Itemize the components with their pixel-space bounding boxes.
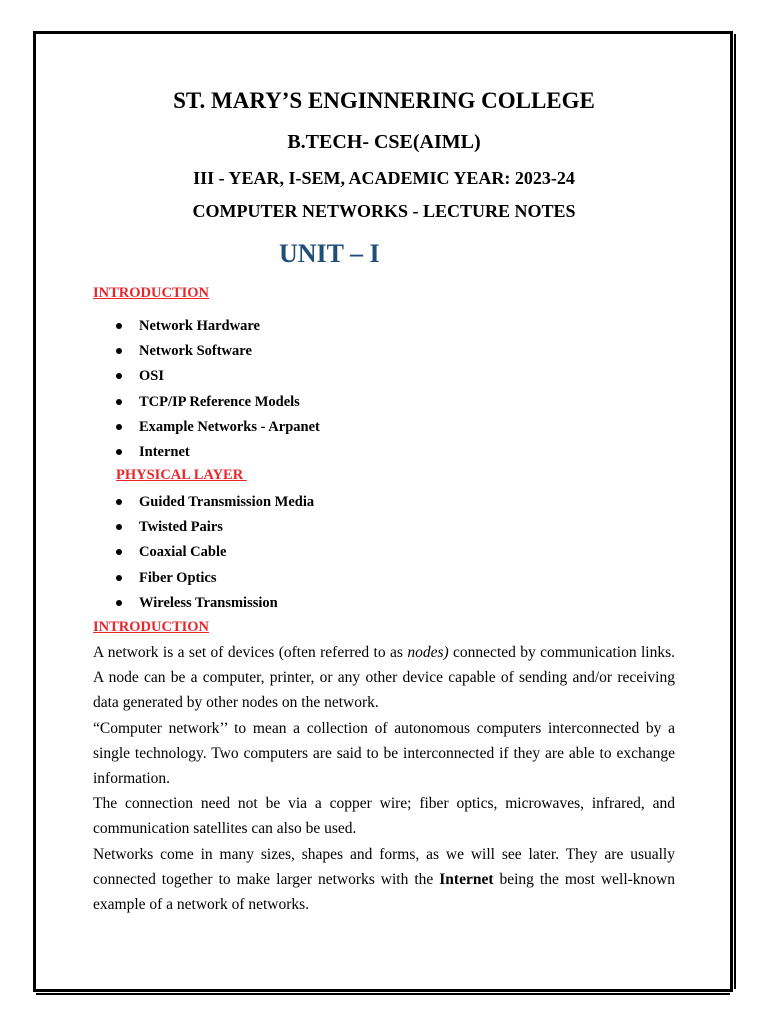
list-item: Wireless Transmission bbox=[116, 594, 314, 619]
paragraph: “Computer network’’ to mean a collection of autonomous computers interconnected by a single technology. Two computers are said to be interconnected if they are able to exchange information. bbox=[93, 719, 675, 788]
paragraph: The connection need not be via a copper wire; fiber optics, microwaves, infrared, and communication satellites can also be used. bbox=[93, 795, 675, 838]
unit-title: UNIT – I bbox=[279, 239, 380, 268]
bullet-icon bbox=[116, 499, 122, 505]
list-item: Network Software bbox=[116, 342, 320, 367]
bullet-icon bbox=[116, 524, 122, 530]
list-item: Network Hardware bbox=[116, 317, 320, 342]
bullet-icon bbox=[116, 348, 122, 354]
list-item: Fiber Optics bbox=[116, 569, 314, 594]
introduction-heading: INTRODUCTION bbox=[93, 285, 210, 301]
list-item: Guided Transmission Media bbox=[116, 493, 314, 518]
paragraph: A network is a set of devices (often referred to as nodes) connected by communication links. A node can be a computer, printer, or any other device capable of sending and/or receiving data generated by other nodes on the network. bbox=[93, 644, 676, 712]
college-title: ST. MARY’S ENGINNERING COLLEGE bbox=[173, 88, 595, 113]
bullet-icon bbox=[116, 600, 122, 606]
physical-layer-topic-list bbox=[116, 493, 314, 619]
program-title: B.TECH- CSE(AIML) bbox=[287, 131, 481, 153]
body-text bbox=[93, 640, 675, 917]
section-heading: INTRODUCTION bbox=[93, 619, 210, 635]
bullet-icon bbox=[116, 549, 122, 555]
bullet-icon bbox=[116, 323, 122, 329]
list-item: Coaxial Cable bbox=[116, 543, 314, 568]
list-item: OSI bbox=[116, 367, 320, 392]
paragraph: Networks come in many sizes, shapes and forms, as we will see later. They are usually connected together to make larger networks with the Internet being the most well-known example of a network of networks. bbox=[93, 845, 676, 914]
academic-year: III - YEAR, I-SEM, ACADEMIC YEAR: 2023-24 bbox=[193, 168, 575, 188]
list-item: Internet bbox=[116, 443, 320, 468]
list-item: Twisted Pairs bbox=[116, 518, 314, 543]
bullet-icon bbox=[116, 575, 122, 581]
bullet-icon bbox=[116, 449, 122, 455]
list-item: Example Networks - Arpanet bbox=[116, 418, 320, 443]
bullet-icon bbox=[116, 373, 122, 379]
list-item: TCP/IP Reference Models bbox=[116, 393, 320, 418]
bullet-icon bbox=[116, 424, 122, 430]
physical-layer-heading: PHYSICAL LAYER bbox=[116, 467, 247, 483]
bullet-icon bbox=[116, 399, 122, 405]
introduction-topic-list bbox=[116, 317, 320, 468]
course-title: COMPUTER NETWORKS - LECTURE NOTES bbox=[192, 201, 576, 221]
